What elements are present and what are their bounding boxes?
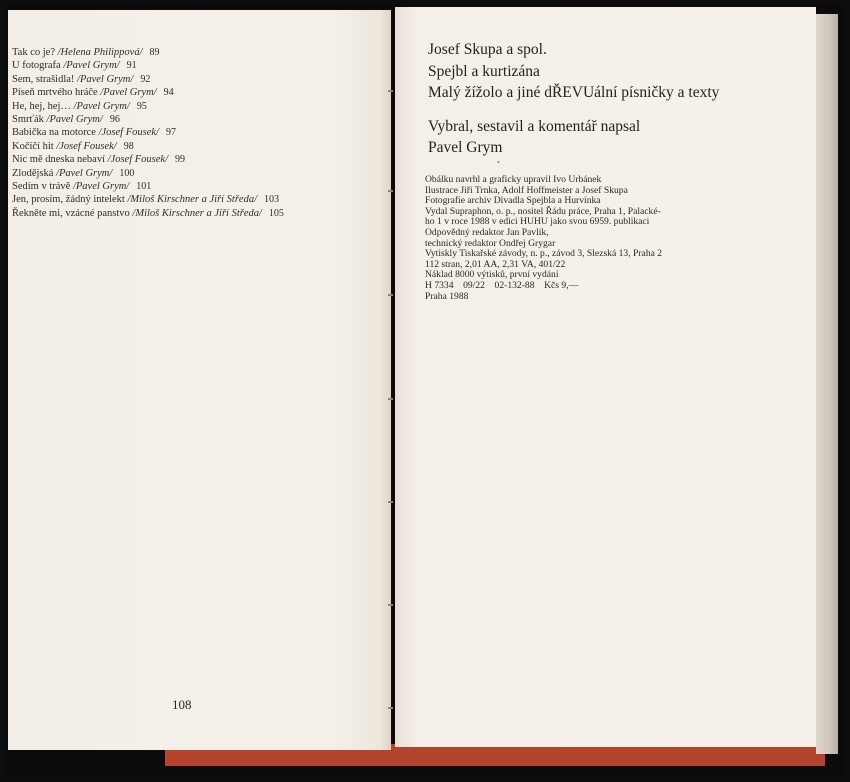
book-title: Spejbl a kurtizána xyxy=(428,62,540,80)
separator-dot: • xyxy=(497,158,500,167)
toc-title: Zlodějská xyxy=(12,167,54,179)
toc-page: 89 xyxy=(149,47,160,58)
toc-title: Smrťák xyxy=(12,114,44,126)
colophon-line: Odpovědný redaktor Jan Pavlík, xyxy=(425,226,549,238)
toc-author: /Josef Fousek/ xyxy=(107,154,168,166)
toc-author: /Pavel Grym/ xyxy=(100,87,157,99)
colophon-line: Fotografie archiv Divadla Spejbla a Hurvínka xyxy=(425,195,601,207)
binding-stitch xyxy=(388,707,393,709)
toc-page: 97 xyxy=(165,127,176,139)
toc-entry xyxy=(12,86,284,99)
binding-stitch xyxy=(388,604,393,606)
toc-title: Babička na motorce xyxy=(12,127,96,139)
binding-stitch xyxy=(388,501,393,503)
binding-stitch xyxy=(388,398,393,400)
page-number: 108 xyxy=(172,697,192,712)
binding-stitch xyxy=(388,90,393,92)
toc-title: U fotografa xyxy=(12,60,61,72)
binding-stitch xyxy=(388,294,393,296)
toc-page: 95 xyxy=(136,100,147,112)
toc-author: /Pavel Grym/ xyxy=(46,114,103,126)
toc-page: 96 xyxy=(109,114,120,126)
toc-entry xyxy=(12,113,284,126)
toc-entry xyxy=(12,153,284,166)
colophon-line: Obálku navrhl a graficky upravil Ivo Urbánek xyxy=(425,174,602,185)
author-line: Josef Skupa a spol. xyxy=(428,41,547,58)
toc-author: /Pavel Grym/ xyxy=(77,73,134,85)
toc-author: /Josef Fousek/ xyxy=(56,140,117,152)
toc-title: Kočičí hit xyxy=(12,140,54,152)
title-block xyxy=(428,39,719,159)
colophon-line: technický redaktor Ondřej Grygar xyxy=(425,237,556,249)
toc-entry xyxy=(12,126,284,139)
toc-entry xyxy=(12,73,284,86)
toc-page: 99 xyxy=(175,154,185,166)
toc-title: He, hej, hej… xyxy=(12,100,71,112)
colophon-line: Praha 1988 xyxy=(425,290,469,302)
toc-entry xyxy=(12,59,284,72)
colophon-line: Vytiskly Tiskařské závody, n. p., závod 3, Slezská 13, Praha 2 xyxy=(425,248,663,260)
toc-page: 105 xyxy=(268,207,284,219)
toc-title: Sem, strašidla! xyxy=(12,73,75,85)
toc-entry xyxy=(12,193,284,206)
toc-author: /Pavel Grym/ xyxy=(56,167,113,179)
colophon-line: Ilustrace Jiří Trnka, Adolf Hoffmeister a Josef Skupa xyxy=(425,184,628,196)
toc-author: /Pavel Grym/ xyxy=(72,181,130,193)
toc-title: Tak co je? xyxy=(12,47,55,58)
toc-entry xyxy=(12,100,284,113)
toc-entry xyxy=(12,207,284,220)
binding-stitch xyxy=(388,190,393,192)
toc-author: /Josef Fousek/ xyxy=(98,127,159,139)
editor-credit: Vybral, sestavil a komentář napsal xyxy=(428,117,641,135)
toc-page: 98 xyxy=(123,140,134,152)
toc-author: /Miloš Kirschner a Jiří Středa/ xyxy=(132,207,262,219)
toc-author: /Miloš Kirschner a Jiří Středa/ xyxy=(127,194,257,206)
toc-entry xyxy=(12,46,284,59)
toc-page: 103 xyxy=(263,194,279,206)
colophon xyxy=(425,175,662,302)
toc-page: 101 xyxy=(136,181,152,193)
toc-author: /Pavel Grym/ xyxy=(63,60,120,72)
table-of-contents xyxy=(12,46,284,220)
colophon-line: Náklad 8000 výtisků, první vydání xyxy=(425,269,559,281)
colophon-line: Vydal Supraphon, o. p., nositel Řádu práce, Praha 1, Palacké- xyxy=(425,205,661,217)
toc-author: /Helena Philippová/ xyxy=(57,47,143,58)
toc-title: Jen, prosím, žádný intelekt xyxy=(12,194,125,206)
toc-page: 94 xyxy=(163,87,174,99)
toc-entry xyxy=(12,167,284,180)
toc-title: Nic mě dneska nebaví xyxy=(12,154,106,166)
colophon-line: ho 1 v roce 1988 v edici HUHU jako svou 6959. publikaci xyxy=(425,216,650,228)
toc-page: 92 xyxy=(140,73,151,85)
toc-title: Řekněte mi, vzácné panstvo xyxy=(12,207,130,219)
page-edge xyxy=(816,14,838,754)
toc-author: /Pavel Grym/ xyxy=(73,100,130,112)
colophon-line: 112 stran, 2,01 AA, 2,31 VA, 401/22 xyxy=(425,258,566,270)
toc-title: Píseň mrtvého hráče xyxy=(12,87,98,99)
toc-page: 100 xyxy=(119,167,135,179)
toc-entry xyxy=(12,140,284,153)
colophon-line: H 7334 09/22 02-132-88 Kčs 9,— xyxy=(425,279,579,291)
editor-name: Pavel Grym xyxy=(428,139,503,156)
book-subtitle: Malý žížolo a jiné dŘEVUální písničky a texty xyxy=(428,84,720,101)
toc-page: 91 xyxy=(126,60,137,72)
toc-title: Sedím v trávě xyxy=(12,181,71,193)
toc-entry xyxy=(12,180,284,193)
